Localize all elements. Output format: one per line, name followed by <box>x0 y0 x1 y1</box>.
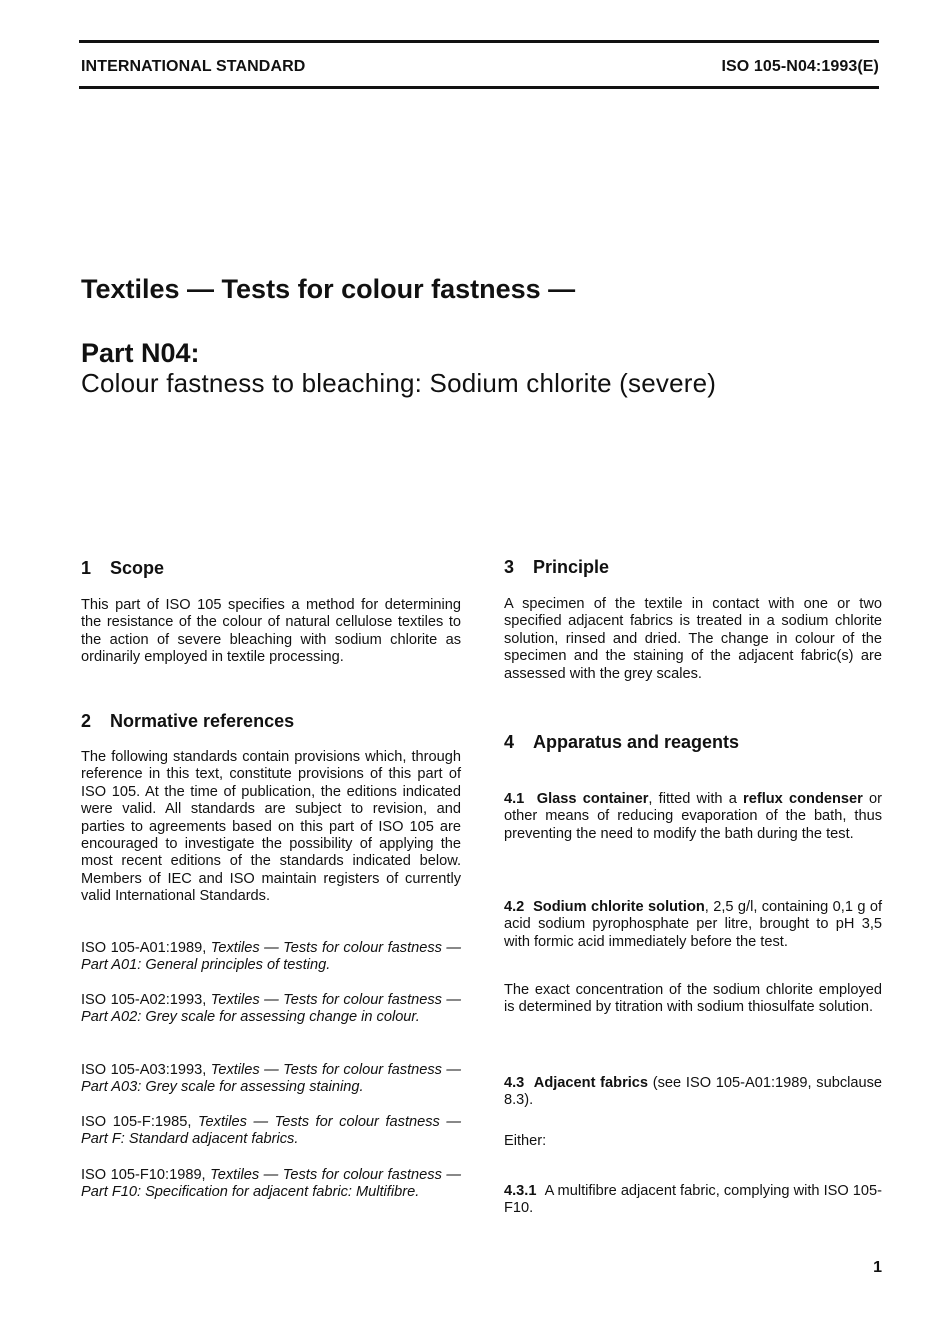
header-standard-number: ISO 105-N04:1993(E) <box>721 58 879 75</box>
clause-4-2-note: The exact concentration of the sodium chlorite employed is determined by titration with sodium thiosulfate solution. <box>504 982 882 1016</box>
page-number: 1 <box>873 1259 882 1276</box>
section-heading-scope: 1 Scope <box>81 558 165 578</box>
clause-4-3-1: 4.3.1 A multifibre adjacent fabric, complying with ISO 105-F10. <box>504 1183 883 1217</box>
header-designation: INTERNATIONAL STANDARD <box>81 58 306 75</box>
reference-item: ISO 105-F10:1989, Textiles — Tests for colour fastness — Part F10: Specification for adjacent fabric: Multifibre. <box>81 1167 461 1201</box>
either-label: Either: <box>504 1133 547 1149</box>
scope-paragraph: This part of ISO 105 specifies a method for determining the resistance of the colour of natural cellulose textiles to the action of severe bleaching with sodium chlorite as ordinarily employed in textile processing. <box>81 597 461 666</box>
reference-item: ISO 105-F:1985, Textiles — Tests for colour fastness — Part F: Standard adjacent fabrics. <box>81 1114 461 1148</box>
part-label: Part N04: <box>81 338 200 368</box>
clause-4-3: 4.3 Adjacent fabrics (see ISO 105-A01:1989, subclause 8.3). <box>504 1075 883 1109</box>
part-subtitle: Colour fastness to bleaching: Sodium chlorite (severe) <box>81 368 717 398</box>
clause-4-1: 4.1 Glass container, fitted with a reflux condenser or other means of reducing evaporation of the bath, thus preventing the need to modify the bath during the test. <box>504 791 883 842</box>
clause-4-2: 4.2 Sodium chlorite solution, 2,5 g/l, containing 0,1 g of acid sodium pyrophosphate per litre, brought to pH 3,5 with formic acid immediately before the test. <box>504 899 883 950</box>
section-heading-principle: 3 Principle <box>504 557 610 577</box>
document-title: Textiles — Tests for colour fastness — <box>81 274 576 304</box>
reference-item: ISO 105-A02:1993, Textiles — Tests for colour fastness — Part A02: Grey scale for assessing change in colour. <box>81 992 461 1026</box>
reference-item: ISO 105-A01:1989, Textiles — Tests for colour fastness — Part A01: General principles of testing. <box>81 940 461 974</box>
top-rule <box>79 40 879 43</box>
header-rule <box>79 86 879 89</box>
normative-intro-paragraph: The following standards contain provisions which, through reference in this text, constitute provisions of this part of ISO 105. At the time of publication, the editions indicated were valid. All standards are subject to revision, and parties to agreements based on this part of ISO 105 are encouraged to investigate the possibility of applying the most recent editions of the standards indicated below. Members of IEC and ISO maintain registers of currently valid International Standards. <box>81 749 461 905</box>
section-heading-apparatus: 4 Apparatus and reagents <box>504 732 740 752</box>
reference-item: ISO 105-A03:1993, Textiles — Tests for colour fastness — Part A03: Grey scale for assessing staining. <box>81 1062 461 1096</box>
section-heading-normative-references: 2 Normative references <box>81 711 295 731</box>
principle-paragraph: A specimen of the textile in contact with one or two specified adjacent fabrics is treated in a sodium chlorite solution, rinsed and dried. The change in colour of the specimen and the staining of the adjacent fabric(s) are assessed with the grey scales. <box>504 596 882 682</box>
